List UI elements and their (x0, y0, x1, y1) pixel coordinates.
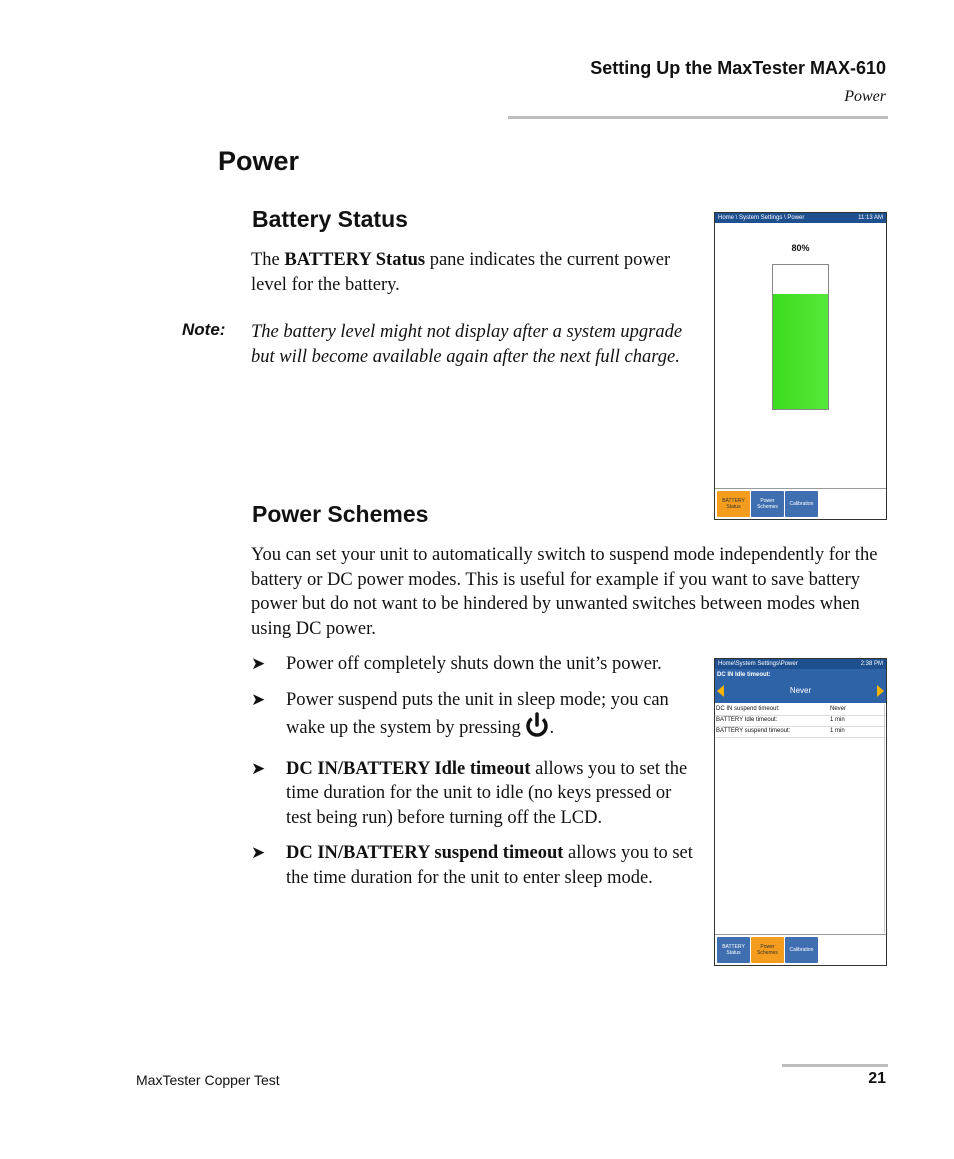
footer-doc-name: MaxTester Copper Test (136, 1072, 280, 1088)
table-row[interactable] (715, 705, 886, 716)
row-value: 1 min (830, 728, 845, 734)
battery-status-screenshot (714, 212, 887, 520)
battery-percent-label: 80% (791, 243, 810, 253)
arrow-bullet-icon: ➤ (251, 843, 266, 862)
power-schemes-list (251, 652, 701, 901)
timeout-selector[interactable] (715, 669, 886, 703)
power-schemes-screenshot (714, 658, 887, 966)
table-row[interactable] (715, 727, 886, 738)
bullet-text: Power suspend puts the unit in sleep mode; you can wake up the system by pressing (286, 689, 669, 738)
screen1-time: 11:13 AM (858, 215, 883, 221)
power-schemes-paragraph: You can set your unit to automatically switch to suspend mode independently for the battery or DC power modes. This is useful for example if you want to save battery power but do not want to be hindered by unwanted switches between modes when using DC power. (251, 545, 878, 639)
selector-next-icon[interactable] (877, 685, 884, 697)
battery-para-post: pane indicates the current power level for the battery. (251, 250, 671, 295)
list-item (251, 652, 701, 677)
power-button-icon (525, 712, 549, 746)
list-item (251, 757, 701, 831)
screen1-tab-power-schemes[interactable]: Power Schemes (751, 491, 784, 517)
note-text: The battery level might not display after a system upgrade but will become available again after the next full charge. (251, 322, 683, 367)
battery-gauge (772, 264, 829, 410)
note-label: Note: (182, 320, 226, 339)
bullet-bold: DC IN/BATTERY suspend timeout (286, 843, 564, 863)
screen2-breadcrumb: Home\System Settings\Power (718, 661, 798, 667)
power-schemes-heading: Power Schemes (252, 501, 429, 527)
bullet-text: allows you to set the time duration for the unit to idle (no keys pressed or test being run) before turning off the LCD. (286, 758, 688, 828)
arrow-bullet-icon: ➤ (251, 654, 266, 673)
screen2-title-bar (715, 659, 886, 669)
screen2-tab-calibration[interactable]: Calibration (785, 937, 818, 963)
selector-value: Never (789, 686, 812, 695)
screen1-tab-calibration[interactable]: Calibration (785, 491, 818, 517)
page-number: 21 (868, 1070, 886, 1087)
screen2-tab-battery-status[interactable]: BATTERY Status (717, 937, 750, 963)
screen1-tab-bar (715, 488, 886, 519)
bullet-text: allows you to set the time duration for the unit to enter sleep mode. (286, 843, 693, 888)
scrollbar[interactable] (884, 705, 885, 933)
timeout-table (715, 705, 886, 738)
selector-label: DC IN Idle timeout: (717, 672, 771, 678)
battery-fill (773, 294, 828, 409)
bullet-text: Power off completely shuts down the unit’s power. (286, 654, 662, 674)
arrow-bullet-icon: ➤ (251, 689, 266, 709)
header-rule (508, 116, 888, 119)
footer-rule (782, 1064, 888, 1067)
battery-para-pre: The (251, 250, 285, 270)
battery-para-bold: BATTERY Status (284, 250, 426, 270)
selector-prev-icon[interactable] (717, 685, 724, 697)
screen1-breadcrumb: Home \ System Settings \ Power (718, 215, 805, 221)
row-value: 1 min (830, 717, 845, 723)
list-item (251, 688, 701, 746)
section-title: Power (218, 146, 300, 176)
battery-status-heading: Battery Status (252, 206, 408, 232)
row-name: DC IN suspend timeout: (716, 706, 780, 712)
screen2-tab-power-schemes[interactable]: Power Schemes (751, 937, 784, 963)
table-row[interactable] (715, 716, 886, 727)
battery-status-paragraph (251, 248, 681, 297)
bullet-after-icon: . (549, 718, 555, 738)
row-value: Never (830, 706, 847, 712)
list-item (251, 841, 701, 890)
arrow-bullet-icon: ➤ (251, 758, 266, 778)
screen2-tab-bar (715, 934, 886, 965)
screen2-time: 2:38 PM (860, 661, 883, 667)
row-name: BATTERY Idle timeout: (716, 717, 778, 723)
bullet-bold: DC IN/BATTERY Idle timeout (286, 758, 531, 779)
row-name: BATTERY suspend timeout: (716, 728, 791, 734)
running-header-title: Setting Up the MaxTester MAX-610 (590, 58, 886, 78)
screen1-tab-battery-status[interactable]: BATTERY Status (717, 491, 750, 517)
running-header-subtitle: Power (844, 88, 886, 105)
screen1-title-bar (715, 213, 886, 223)
